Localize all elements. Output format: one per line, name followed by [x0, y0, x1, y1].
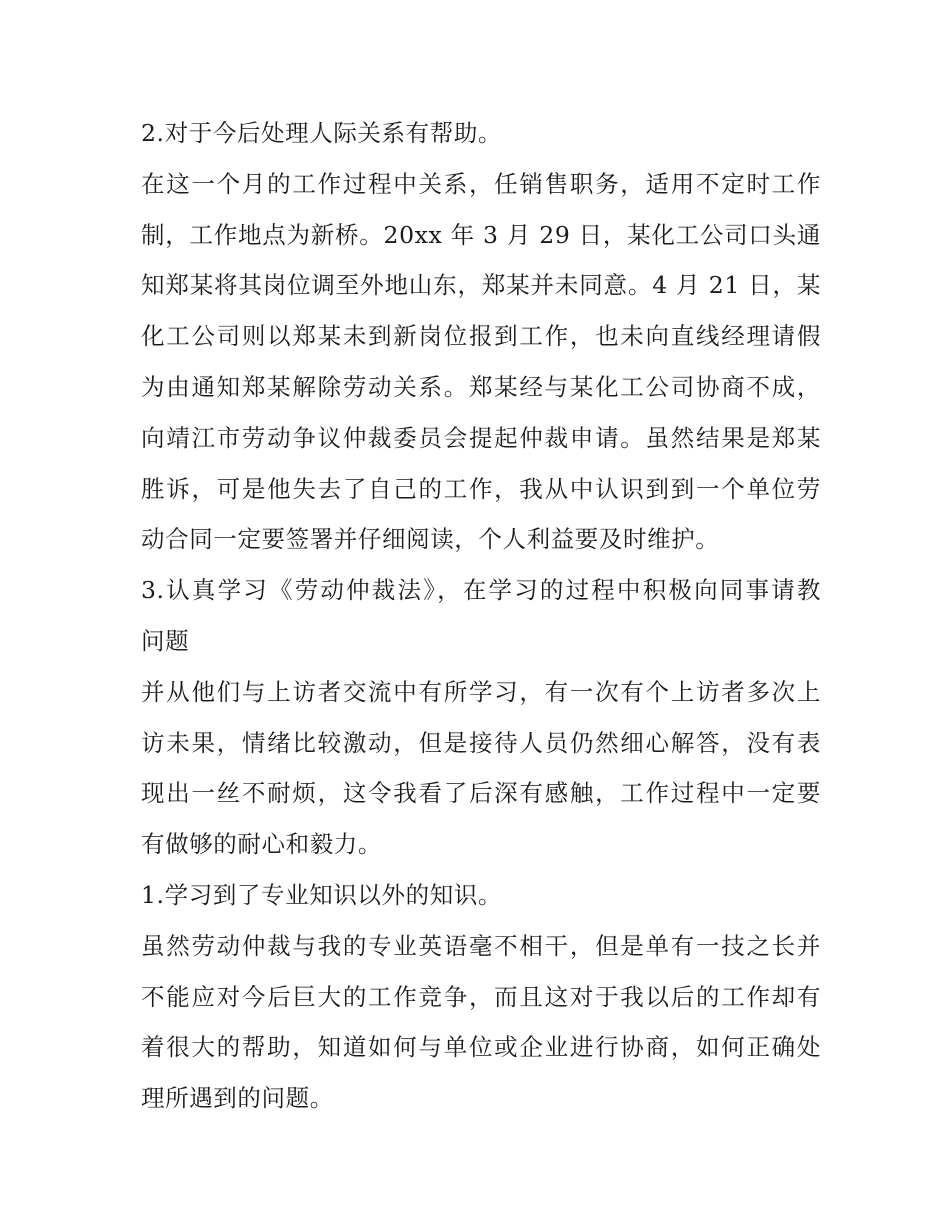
paragraph-line: 化工公司则以郑某未到新岗位报到工作，也未向直线经理请假 [141, 322, 821, 351]
paragraph-line: 理所遇到的问题。 [141, 1084, 334, 1113]
paragraph-line: 在这一个月的工作过程中关系，任销售职务，适用不定时工作 [141, 169, 821, 198]
paragraph-line: 虽然劳动仲裁与我的专业英语毫不相干，但是单有一技之长并 [141, 931, 821, 960]
paragraph-line: 为由通知郑某解除劳动关系。郑某经与某化工公司协商不成， [141, 372, 821, 401]
paragraph-line: 胜诉，可是他失去了自己的工作，我从中认识到到一个单位劳 [141, 474, 821, 503]
paragraph-line: 向靖江市劳动争议仲裁委员会提起仲裁申请。虽然结果是郑某 [141, 423, 821, 452]
paragraph-line: 制，工作地点为新桥。20xx 年 3 月 29 日，某化工公司口头通 [141, 220, 821, 249]
paragraph-line: 现出一丝不耐烦，这令我看了后深有感触，工作过程中一定要 [141, 779, 821, 808]
heading-3: 3.认真学习《劳动仲裁法》，在学习的过程中积极向同事请教 [141, 576, 821, 605]
paragraph-line: 知郑某将其岗位调至外地山东，郑某并未同意。4 月 21 日，某 [141, 271, 821, 300]
paragraph-line: 有做够的耐心和毅力。 [141, 830, 382, 859]
paragraph-line: 不能应对今后巨大的工作竞争，而且这对于我以后的工作却有 [141, 982, 821, 1011]
paragraph-line: 着很大的帮助，知道如何与单位或企业进行协商，如何正确处 [141, 1033, 821, 1062]
paragraph-line: 访未果，情绪比较激动，但是接待人员仍然细心解答，没有表 [141, 728, 821, 757]
heading-2: 2.对于今后处理人际关系有帮助。 [141, 119, 503, 147]
document-body [141, 108, 821, 1124]
heading-3-continued: 问题 [141, 626, 190, 655]
paragraph-line: 动合同一定要签署并仔细阅读，个人利益要及时维护。 [141, 525, 720, 554]
heading-1: 1.学习到了专业知识以外的知识。 [141, 880, 503, 909]
paragraph-line: 并从他们与上访者交流中有所学习，有一次有个上访者多次上 [141, 677, 821, 706]
